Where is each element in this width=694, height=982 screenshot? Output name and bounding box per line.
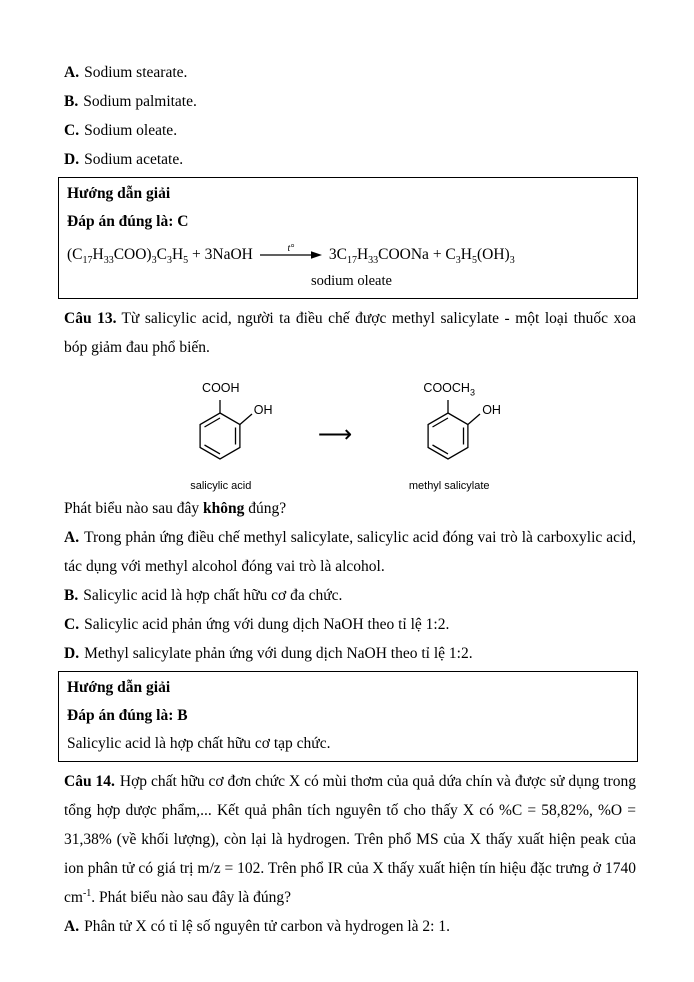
chemical-equation [67,243,629,267]
option-label: D. [64,645,80,662]
option-label: A. [64,918,80,935]
option-label: A. [64,64,80,81]
solution-heading: Hướng dẫn giải [67,679,171,696]
option-label: D. [64,151,80,168]
option-text: Methyl salicylate phản ứng với dung dịch NaOH theo tỉ lệ 1:2. [84,645,473,662]
solution-answer: Đáp án đúng là: C [67,213,189,230]
option-text: Sodium stearate. [84,64,188,81]
option-label: C. [64,616,80,633]
option-label: A. [64,529,80,546]
option-text: Trong phản ứng điều chế methyl salicylate, salicylic acid đóng vai trò là carboxylic acid, tác dụng với methyl alcohol đóng vai trò là alcohol. [64,529,636,575]
q13-question [64,494,636,523]
q13-option-d [64,639,636,668]
solution-heading: Hướng dẫn giải [67,185,171,202]
reaction-condition: t° [287,243,295,254]
equation-left: $(C_{17}H_{33}COO)_3C_3H_5$ + 3NaOH [67,246,253,267]
q12-option-a [64,58,636,87]
oh-group-label: OH [482,403,501,417]
q12-option-d [64,145,636,174]
equation-product-note: sodium oleate [311,273,392,289]
option-text: Sodium acetate. [84,151,184,168]
q12-option-c [64,116,636,145]
solution-body: Salicylic acid là hợp chất hữu cơ tạp chức. [67,735,331,752]
question-number: Câu 13. [64,310,117,327]
q13-question-pre: Phát biểu nào sau đây [64,500,204,517]
option-text: Salicylic acid phản ứng với dung dịch NaOH theo tỉ lệ 1:2. [84,616,450,633]
q13-solution-box [58,671,638,762]
figure-reaction-arrow-icon: ⟶ [317,420,353,448]
structure-caption: methyl salicylate [408,480,490,492]
reaction-scheme-figure [64,370,606,492]
option-text: Phân tử X có tỉ lệ số nguyên tử carbon và hydrogen là 2: 1. [84,918,450,935]
structure-caption: salicylic acid [190,480,252,492]
salicylic-acid-structure [160,370,282,492]
q12-option-b [64,87,636,116]
oh-group-label: OH [253,403,273,417]
option-label: B. [64,93,79,110]
q13-option-b [64,581,636,610]
question-number: Câu 14. [64,773,115,790]
methyl-salicylate-structure [388,370,510,492]
q14-stem-text: Hợp chất hữu cơ đơn chức X có mùi thơm của quả dứa chín và được sử dụng trong tổng hợp dược phẩm,... Kết quả phân tích nguyên tố cho thấy X có %C = 58,82%, %O = 31,38% (về khối lượng), còn lại là hydrogen. Trên phổ MS của X thấy xuất hiện peak của ion phân tử có giá trị m/z = 102. Trên phổ IR của X thấy xuất hiện tín hiệu đặc trưng ở 1740 $cm^{-1}$. Phát biểu nào sau đây là đúng? [64,773,636,906]
equation-right: $3C_{17}H_{33}COONa + C_3H_5(OH)_3$ [328,246,515,267]
q12-solution-box [58,177,638,299]
q13-question-post: đúng? [244,500,287,517]
q13-stem-text: Từ salicylic acid, người ta điều chế được methyl salicylate - một loại thuốc xoa bóp giảm đau phổ biến. [64,310,636,356]
solution-answer: Đáp án đúng là: B [67,707,188,724]
q14-stem [64,767,636,912]
q13-option-c [64,610,636,639]
option-text: Sodium palmitate. [83,93,197,110]
option-text: Salicylic acid là hợp chất hữu cơ đa chức. [83,587,343,604]
option-label: B. [64,587,79,604]
cooh-group-label: COOH [202,381,240,395]
cooch3-group-label: $COOCH_3$ [423,381,475,398]
q13-question-bold: không [203,500,245,517]
q13-option-a [64,523,636,581]
q14-option-a [64,912,636,941]
option-text: Sodium oleate. [84,122,178,139]
q13-stem [64,304,636,362]
reaction-arrow [260,243,322,260]
option-label: C. [64,122,80,139]
